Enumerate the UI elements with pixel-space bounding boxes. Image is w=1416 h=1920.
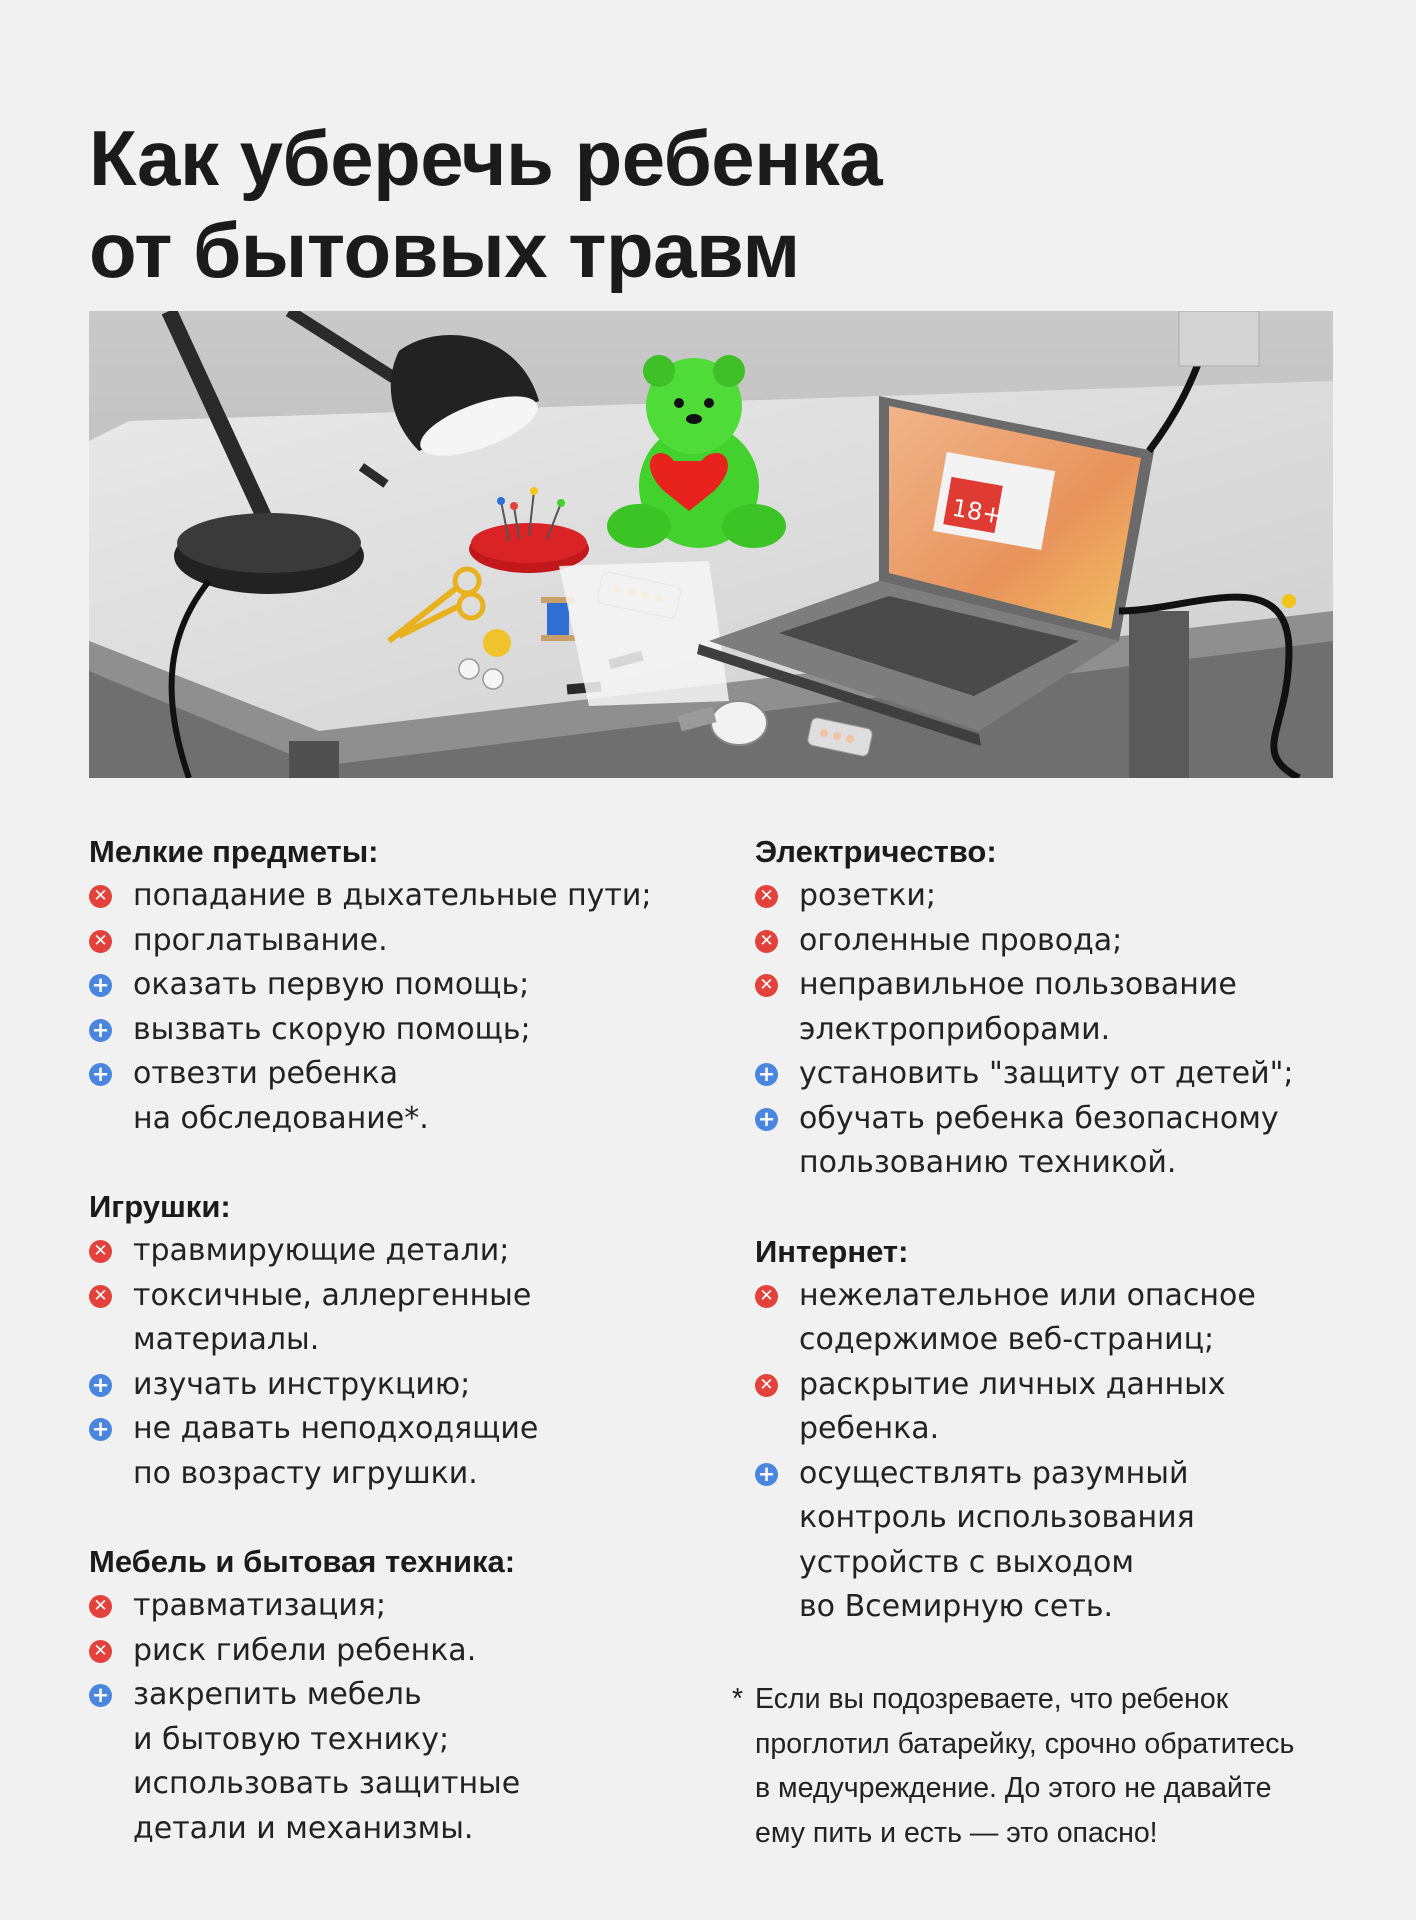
list-item [89, 1008, 709, 1053]
list-item [89, 1229, 709, 1274]
section-items [755, 1274, 1375, 1630]
section-small-objects [89, 830, 709, 1141]
item-text: вызвать скорую помощь; [133, 1011, 531, 1047]
item-text: детали и механизмы. [133, 1810, 474, 1846]
list-item [89, 919, 709, 964]
item-text: оголенные провода; [799, 922, 1123, 958]
cross-circle-icon: ✕ [89, 930, 112, 953]
footnote-asterisk: * [732, 1683, 744, 1715]
section-items [755, 874, 1375, 1186]
left-column [89, 830, 709, 1851]
list-item [755, 919, 1375, 964]
list-item [89, 1673, 709, 1851]
section-title: Электричество: [755, 834, 997, 869]
item-text: закрепить мебель [133, 1677, 422, 1712]
page-title-line-1: Как уберечь ребенка [89, 114, 883, 203]
list-item [755, 1363, 1375, 1452]
cross-circle-icon: ✕ [89, 1640, 112, 1663]
item-text: установить "защиту от детей"; [799, 1056, 1294, 1091]
section-electricity [755, 830, 1375, 1186]
item-text: на обследование*. [133, 1100, 429, 1136]
section-items [89, 1229, 709, 1496]
cross-circle-icon: ✕ [89, 885, 112, 908]
item-text: оказать первую помощь; [133, 967, 530, 1002]
list-item [89, 1407, 709, 1496]
item-text: пользованию техникой. [799, 1145, 1177, 1180]
section-title: Игрушки: [89, 1189, 231, 1224]
item-text: контроль использования [799, 1500, 1195, 1535]
item-text: устройств с выходом [799, 1544, 1135, 1580]
list-item [89, 1363, 709, 1408]
item-text: розетки; [799, 878, 937, 913]
cross-circle-icon: ✕ [89, 1285, 112, 1308]
screen-label-18: 18+ [949, 493, 1005, 531]
plus-circle-icon: + [89, 1019, 112, 1042]
plus-circle-icon: + [89, 974, 112, 997]
right-column [755, 830, 1375, 1630]
list-item [89, 1052, 709, 1141]
section-toys [89, 1185, 709, 1496]
list-item [89, 1274, 709, 1363]
page-title-line-2: от бытовых травм [89, 206, 800, 295]
item-text: материалы. [133, 1322, 320, 1357]
cross-circle-icon: ✕ [755, 1374, 778, 1397]
section-internet [755, 1230, 1375, 1630]
item-text: неправильное пользование [799, 967, 1237, 1002]
item-text: использовать защитные [133, 1766, 521, 1801]
footnote-line: в медучреждение. До этого не давайте [755, 1772, 1272, 1804]
item-text: токсичные, аллергенные [133, 1277, 532, 1313]
section-title: Мелкие предметы: [89, 834, 379, 869]
item-text: обучать ребенка безопасному [799, 1100, 1279, 1136]
section-title: Интернет: [755, 1233, 909, 1269]
section-items [89, 874, 709, 1141]
footnote-line: проглотил батарейку, срочно обратитесь [755, 1727, 1295, 1760]
list-item [755, 874, 1375, 919]
item-text: и бытовую технику; [133, 1721, 450, 1757]
list-item [89, 1629, 709, 1674]
list-item [755, 963, 1375, 1052]
footnote-line: Если вы подозреваете, что ребенок [755, 1683, 1229, 1715]
plus-circle-icon: + [89, 1063, 112, 1086]
item-text: во Всемирную сеть. [799, 1589, 1114, 1624]
list-item [89, 963, 709, 1008]
list-item [755, 1052, 1375, 1097]
item-text: электроприборами. [799, 1011, 1111, 1047]
item-text: раскрытие личных данных [799, 1366, 1226, 1402]
item-text: ребенка. [799, 1411, 940, 1446]
footnote-line: ему пить и есть — это опасно! [755, 1816, 1158, 1849]
item-text: по возрасту игрушки. [133, 1455, 478, 1491]
list-item [755, 1097, 1375, 1186]
list-item [755, 1274, 1375, 1363]
item-text: нежелательное или опасное [799, 1277, 1256, 1313]
item-text: отвезти ребенка [133, 1056, 399, 1091]
plus-circle-icon: + [89, 1374, 112, 1397]
plus-circle-icon: + [755, 1108, 778, 1131]
section-items [89, 1584, 709, 1851]
plus-circle-icon: + [755, 1063, 778, 1086]
item-text: проглатывание. [133, 922, 388, 958]
desk-illustration [89, 311, 1333, 778]
cross-circle-icon: ✕ [755, 1285, 778, 1308]
item-text: травмирующие детали; [133, 1233, 510, 1268]
item-text: попадание в дыхательные пути; [133, 878, 652, 913]
cross-circle-icon: ✕ [755, 885, 778, 908]
page-title [89, 112, 1289, 296]
plus-circle-icon: + [89, 1418, 112, 1441]
cross-circle-icon: ✕ [755, 974, 778, 997]
item-text: изучать инструкцию; [133, 1366, 471, 1402]
item-text: не давать неподходящие [133, 1411, 539, 1446]
cross-circle-icon: ✕ [755, 930, 778, 953]
list-item [755, 1452, 1375, 1630]
item-text: травматизация; [133, 1588, 386, 1623]
list-item [89, 874, 709, 919]
cross-circle-icon: ✕ [89, 1240, 112, 1263]
list-item [89, 1584, 709, 1629]
plus-circle-icon: + [89, 1684, 112, 1707]
section-title: Мебель и бытовая техника: [89, 1544, 516, 1579]
item-text: риск гибели ребенка. [133, 1632, 477, 1668]
item-text: содержимое веб-страниц; [799, 1322, 1215, 1357]
cross-circle-icon: ✕ [89, 1595, 112, 1618]
footnote [732, 1677, 1372, 1855]
plus-circle-icon: + [755, 1463, 778, 1486]
item-text: осуществлять разумный [799, 1455, 1189, 1491]
section-furniture [89, 1540, 709, 1851]
